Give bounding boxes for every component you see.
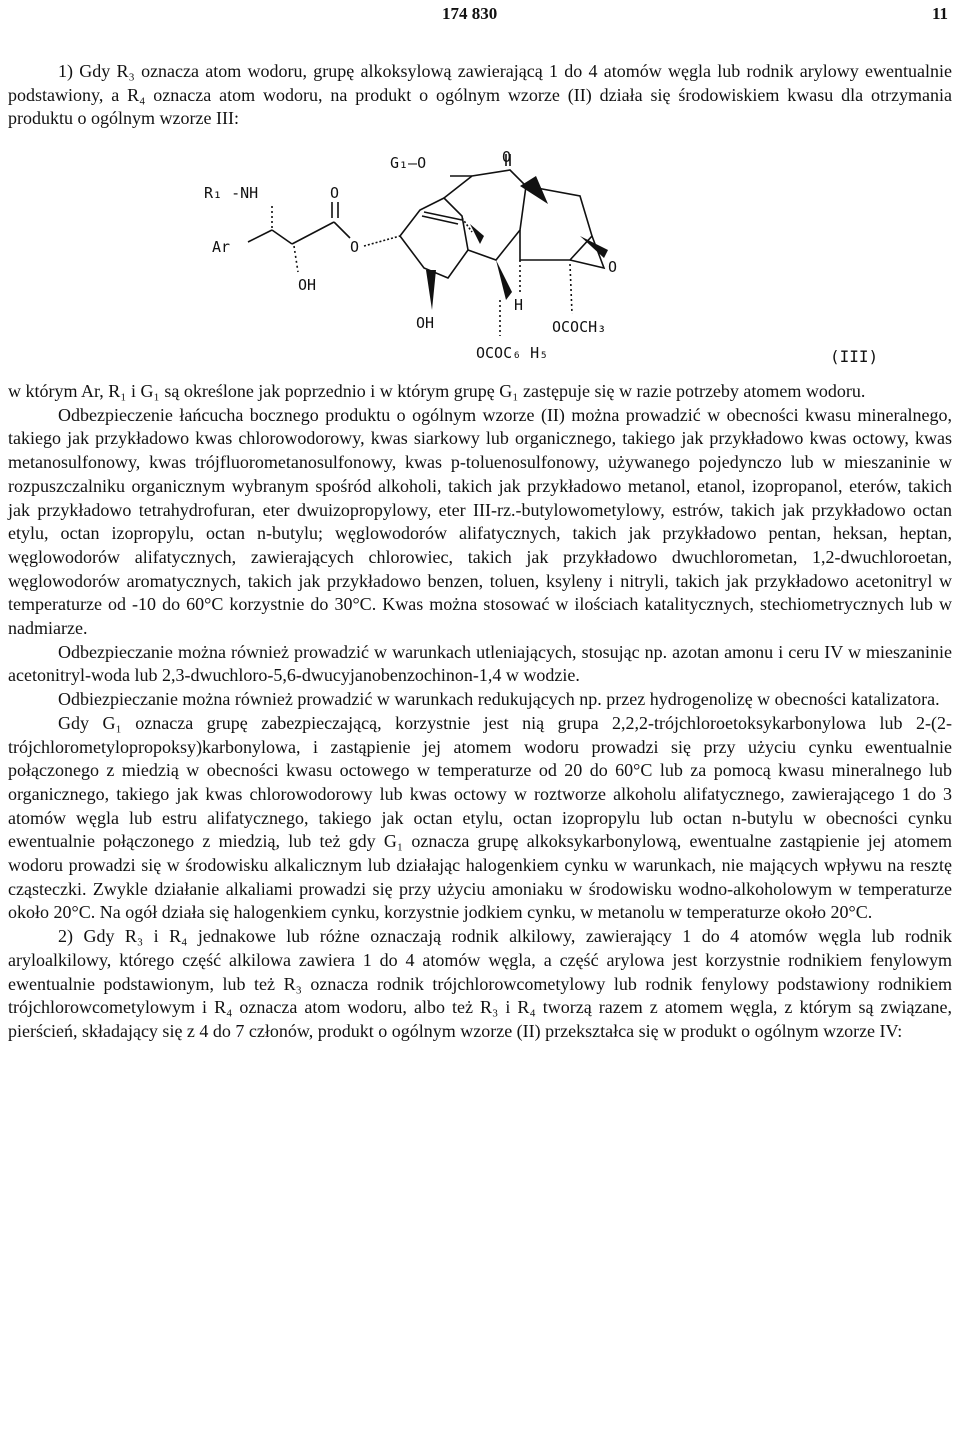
page-number: 11 — [931, 4, 948, 23]
bond — [292, 222, 334, 244]
patent-number: 174 830 — [442, 4, 498, 23]
bond — [272, 230, 292, 244]
atom-oh-core: OH — [416, 314, 435, 332]
atom-o-ring: O — [608, 258, 618, 276]
paragraph-oxidative-deprotection: Odbezpieczanie można również prowadzić w warunkach utleniających, stosując np. azotan amonu i ceru IV w mieszaninie acetonitryl-woda lub 2,3-dwuchloro-5,6-dwucyjanobenzochinon-1,4 w wodzie. — [8, 641, 952, 686]
wedge-bond — [470, 224, 484, 244]
wedge-bond — [496, 260, 512, 300]
atom-g1o: G₁–O — [390, 154, 427, 172]
wedge-bond — [426, 270, 436, 310]
formula-label: (III) — [830, 347, 879, 366]
ring — [520, 186, 592, 260]
bond — [424, 212, 462, 220]
atom-r1nh: R₁ -NH — [204, 184, 259, 202]
bond — [334, 222, 350, 238]
bond — [294, 246, 298, 272]
bond — [422, 216, 458, 224]
bond — [364, 236, 400, 246]
page-header — [0, 4, 960, 26]
body-text — [8, 380, 952, 1044]
ring — [400, 198, 468, 278]
atom-o-ester: O — [350, 238, 360, 256]
atom-o-top: O — [502, 148, 512, 166]
paragraph-acid-deprotection: Odbezpieczenie łańcucha bocznego produktu o ogólnym wzorze (II) można prowadzić w obecności kwasu mineralnego, takiego jak przykładowo kwas chlorowodorowy, kwas siarkowy lub organicznego, takiego jak przykładowo kwas octowy, kwas metanosulfonowy, kwas trójfluorometanosulfonowy, kwas p-toluenosulfonowy, używanego pojedynczo lub w mieszaninie w rozpuszczalniku organicznym wybranym spośród alkoholi, takich jak przykładowo metanol, etanol, izopropanol, eterów, takich jak przykładowo tetrahydrofuran, eter dwuizopropylowy, eter III-rz.-butylowometylowy, estrów, takich jak przykładowo octan etylu, octan izopropylu, octan n-butylu; węglowodorów alifatycznych, takich jak przykładowo pentan, heksan, heptan, węglowodorów alifatycznych, zawierających chlorowiec, takich jak przykładowo dwuchlorometan, 1,2-dwuchloroetan, węglowodorów aromatycznych, takich jak przykładowo benzen, toluen, ksyleny i nitryli, takich jak przykładowo acetonitryl w temperaturze od -10 do 60°C korzystnie do 30°C. Kwas można stosować w ilościach katalitycznych, stechiometrycznych lub w nadmiarze. — [8, 404, 952, 639]
atom-ococh3: OCOCH₃ — [552, 318, 607, 336]
atom-o-carbonyl: O — [330, 184, 340, 202]
atom-ococ6h5: OCOC₆ H₅ — [476, 344, 549, 362]
atom-oh-side: OH — [298, 276, 317, 294]
bond — [248, 230, 272, 242]
chemical-formula-iii — [200, 140, 960, 380]
paragraph-g1-replacement: Gdy G₁ oznacza grupę zabezpieczającą, korzystnie jest nią grupa 2,2,2-trójchloroetoksykarbonylowa lub 2-(2-trójchlorometylopropoksy)karbonylowa, i zastąpienie jej atomem wodoru prowadzi się przy użyciu cynku ewentualnie połączonego z miedzią w obecności kwasu octowego w temperaturze od 20 do 60°C lub za pomocą kwasu mineralnego lub organicznego, takiego jak kwas chlorowodorowy lub kwas octowy w roztworze alkoholu alifatycznego, zawierającego 1 do 3 atomów węgla lub estru alifatycznego, takiego jak octan etylu, octan izopropylu lub octan n-butylu w obecności cynku ewentualnie połączonego z miedzią, lub też gdy G₁ oznacza grupę alkoksykarbonylową, ewentualne zastąpienie jej atomem wodoru prowadzi się w środowisku alkalicznym lub działając halogenkiem cynku w warunkach, nie mających wpływu na resztę cząsteczki. Zwykle działanie alkaliami prowadzi się przy użyciu amoniaku w środowisku wodno-alkoholowym w temperaturze około 20°C. Na ogół działa się halogenkiem cynku, korzystnie jodkiem cynku, w metanolu w temperaturze około 20°C. — [8, 712, 952, 923]
intro-paragraph-block — [8, 60, 952, 131]
intro-paragraph: 1) Gdy R₃ oznacza atom wodoru, grupę alkoksylową zawierającą 1 do 4 atomów węgla lub rodnik arylowy ewentualnie podstawiony, a R₄ oznacza atom wodoru, na produkt o ogólnym wzorze (II) działa się środowiskiem kwasu dla otrzymania produktu o ogólnym wzorze III: — [8, 61, 952, 129]
atom-ar: Ar — [212, 238, 231, 256]
bond — [570, 264, 572, 314]
paragraph-case-2: 2) Gdy R₃ i R₄ jednakowe lub różne oznaczają rodnik alkilowy, zawierający 1 do 4 atomów węgla lub rodnik aryloalkilowy, którego część alkilowa zawiera 1 do 4 atomów węgla, a część arylowa jest korzystnie rodnikiem fenylowym ewentualnie podstawionym, lub też R₃ oznacza rodnik trójchlorowcometylowy lub rodnik fenylowy podstawiony rodnikiem trójchlorowcometylowym i R₄ oznacza atom wodoru, albo też R₃ i R₄ tworzą razem z atomem węgla, z którym są związane, pierścień, składający się z 4 do 7 członów, produkt o ogólnym wzorze (II) przekształca się w produkt o ogólnym wzorze IV: — [8, 926, 952, 1041]
formula-explanation: w którym Ar, R₁ i G₁ są określone jak poprzednio i w którym grupę G₁ zastępuje się w razie potrzeby atomem wodoru. — [8, 381, 866, 401]
ring — [444, 170, 526, 260]
atom-h: H — [514, 296, 524, 314]
paragraph-reductive-deprotection: Odbiezpieczanie można również prowadzić w warunkach redukujących np. przez hydrogenolizę w obecności katalizatora. — [58, 689, 940, 710]
